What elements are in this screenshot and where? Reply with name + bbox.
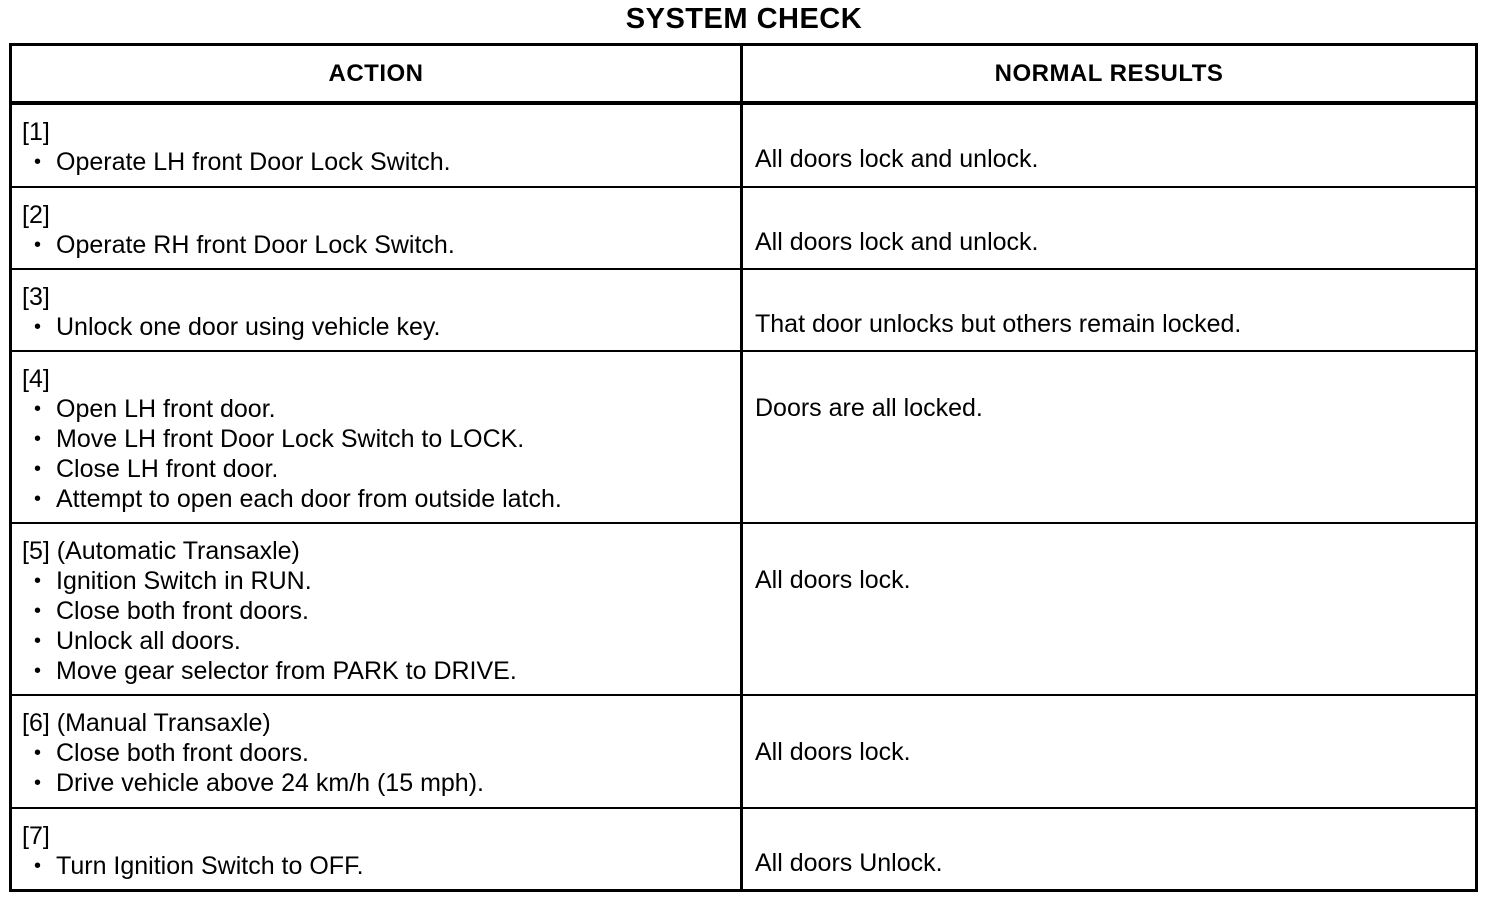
action-item: • Drive vehicle above 24 km/h (15 mph). (56, 768, 730, 798)
action-item: • Operate LH front Door Lock Switch. (56, 147, 730, 177)
action-list (22, 230, 730, 260)
action-cell-step-6 (12, 696, 743, 809)
action-list (22, 147, 730, 177)
action-item: • Close both front doors. (56, 596, 730, 626)
action-cell-step-7 (12, 809, 743, 889)
action-item: • Open LH front door. (56, 394, 730, 424)
action-list (22, 851, 730, 881)
action-cell-step-5 (12, 524, 743, 696)
action-item: • Move gear selector from PARK to DRIVE. (56, 656, 730, 686)
action-item: • Ignition Switch in RUN. (56, 566, 730, 596)
action-cell-step-1 (12, 105, 743, 188)
result-cell-step-5: All doors lock. (743, 524, 1475, 696)
action-list (22, 312, 730, 342)
column-header-normal-results: NORMAL RESULTS (743, 46, 1475, 105)
result-cell-step-3: That door unlocks but others remain locked. (743, 270, 1475, 352)
step-number: [3] (22, 283, 50, 311)
action-item: • Turn Ignition Switch to OFF. (56, 851, 730, 881)
page-title: SYSTEM CHECK (625, 3, 863, 35)
step-number: [5] (Automatic Transaxle) (22, 537, 300, 565)
action-cell-step-4 (12, 352, 743, 524)
action-item: • Operate RH front Door Lock Switch. (56, 230, 730, 260)
result-cell-step-2: All doors lock and unlock. (743, 188, 1475, 270)
action-item: • Close LH front door. (56, 454, 730, 484)
action-list (22, 566, 730, 686)
action-item: • Move LH front Door Lock Switch to LOCK. (56, 424, 730, 454)
result-cell-step-4: Doors are all locked. (743, 352, 1475, 524)
result-cell-step-1: All doors lock and unlock. (743, 105, 1475, 188)
action-cell-step-3 (12, 270, 743, 352)
action-list (22, 738, 730, 798)
step-number: [6] (Manual Transaxle) (22, 709, 271, 737)
step-number: [4] (22, 365, 50, 393)
action-list (22, 394, 730, 514)
action-item: • Attempt to open each door from outside latch. (56, 484, 730, 514)
action-item: • Close both front doors. (56, 738, 730, 768)
action-cell-step-2 (12, 188, 743, 270)
result-cell-step-7: All doors Unlock. (755, 849, 943, 877)
step-number: [2] (22, 201, 50, 229)
action-item: • Unlock all doors. (56, 626, 730, 656)
step-number: [7] (22, 822, 50, 850)
result-cell-step-6: All doors lock. (743, 696, 1475, 809)
system-check-table (9, 43, 1478, 892)
action-item: • Unlock one door using vehicle key. (56, 312, 730, 342)
step-number: [1] (22, 118, 50, 146)
column-header-action: ACTION (12, 46, 743, 105)
